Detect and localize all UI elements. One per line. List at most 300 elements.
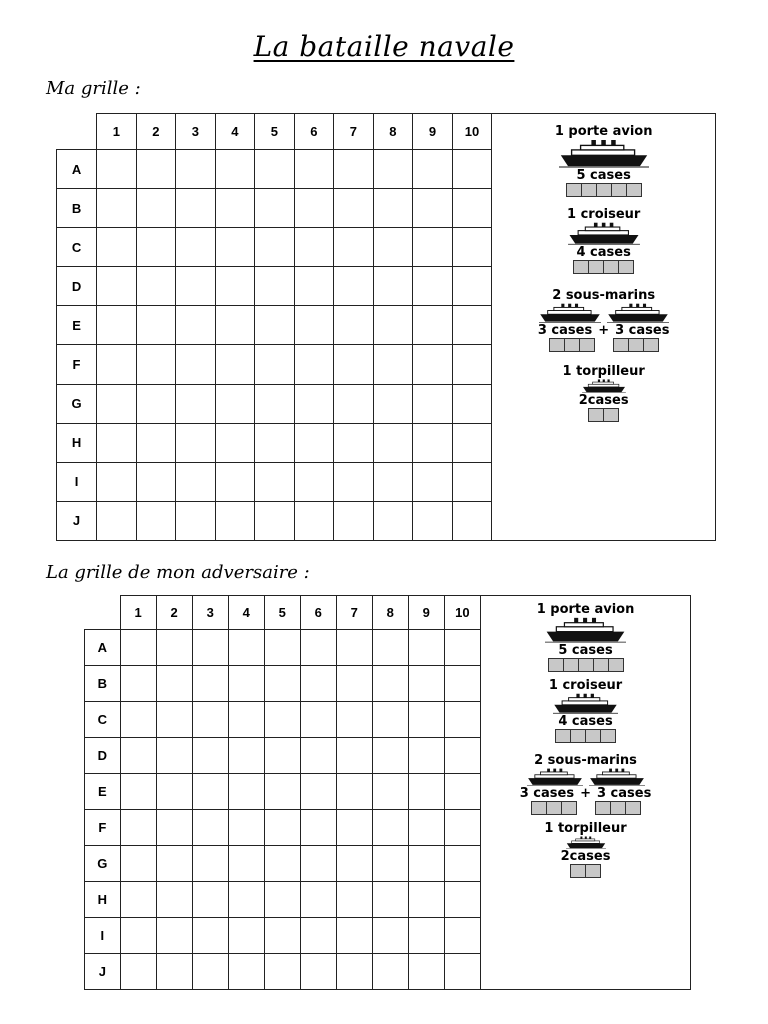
grid-cell[interactable]	[228, 702, 264, 738]
grid-cell[interactable]	[334, 345, 374, 384]
column-header: 2	[156, 596, 192, 630]
grid-cell[interactable]	[215, 501, 255, 540]
grid-cell[interactable]	[215, 150, 255, 189]
grid-cell[interactable]	[156, 738, 192, 774]
grid-cell[interactable]	[215, 228, 255, 267]
grid-cell[interactable]	[300, 738, 336, 774]
grid-cell[interactable]	[192, 918, 228, 954]
grid-cell[interactable]	[176, 345, 216, 384]
grid-cell[interactable]	[136, 306, 176, 345]
column-header: 3	[192, 596, 228, 630]
grid-cell[interactable]	[373, 501, 413, 540]
grid-cell[interactable]	[255, 462, 295, 501]
grid-cell[interactable]	[176, 462, 216, 501]
grid-cell[interactable]	[264, 630, 300, 666]
grid-cell[interactable]	[444, 954, 480, 990]
corner-cell	[85, 596, 121, 630]
grid-cell[interactable]	[156, 846, 192, 882]
grid-cell[interactable]	[372, 810, 408, 846]
grid-cell[interactable]	[334, 384, 374, 423]
grid-cell[interactable]	[156, 702, 192, 738]
ship-icon	[545, 617, 626, 643]
grid-cell[interactable]	[452, 384, 492, 423]
grid-cell[interactable]	[334, 501, 374, 540]
row-header: A	[85, 630, 121, 666]
grid-cell[interactable]	[120, 630, 156, 666]
grid-cell[interactable]	[373, 345, 413, 384]
grid-cell[interactable]	[176, 384, 216, 423]
grid-cell[interactable]	[156, 810, 192, 846]
grid-cell[interactable]	[408, 918, 444, 954]
ship-size-boxes	[549, 338, 595, 352]
grid-cell[interactable]	[373, 228, 413, 267]
row-header: J	[57, 501, 97, 540]
grid-cell[interactable]	[444, 702, 480, 738]
grid-cell[interactable]	[300, 702, 336, 738]
grid-cell[interactable]	[97, 150, 137, 189]
size-box	[570, 864, 586, 878]
size-box	[548, 658, 564, 672]
grid-cell[interactable]	[215, 189, 255, 228]
grid-cell[interactable]	[120, 738, 156, 774]
column-header: 4	[228, 596, 264, 630]
row-header: J	[85, 954, 121, 990]
grid-cell[interactable]	[413, 501, 453, 540]
cruiser-group	[567, 207, 640, 274]
size-box	[581, 183, 597, 197]
grid-cell[interactable]	[136, 423, 176, 462]
grid-cell[interactable]	[228, 810, 264, 846]
fleet-panel	[492, 114, 716, 541]
grid-cell[interactable]	[294, 267, 334, 306]
grid-cell[interactable]	[413, 462, 453, 501]
column-header: 7	[336, 596, 372, 630]
cruiser-size: 4 cases	[558, 714, 613, 729]
column-header: 5	[255, 114, 295, 150]
grid-cell[interactable]	[97, 306, 137, 345]
grid-cell[interactable]	[372, 774, 408, 810]
grid-cell[interactable]	[300, 630, 336, 666]
grid-cell[interactable]	[264, 666, 300, 702]
grid-cell[interactable]	[192, 666, 228, 702]
grid-cell[interactable]	[97, 501, 137, 540]
grid-cell[interactable]	[372, 918, 408, 954]
grid-cell[interactable]	[255, 267, 295, 306]
grid-cell[interactable]	[413, 345, 453, 384]
ship-icon	[566, 836, 606, 849]
row-header: D	[85, 738, 121, 774]
grid-cell[interactable]	[156, 882, 192, 918]
cruiser-name: 1 croiseur	[567, 207, 641, 222]
grid-cell[interactable]	[294, 306, 334, 345]
column-header: 5	[264, 596, 300, 630]
grid-cell[interactable]	[264, 954, 300, 990]
ship-icon	[553, 693, 618, 714]
grid-cell[interactable]	[334, 462, 374, 501]
grid-cell[interactable]	[444, 918, 480, 954]
grid-cell[interactable]	[300, 954, 336, 990]
grid-cell[interactable]	[452, 267, 492, 306]
grid-cell[interactable]	[373, 306, 413, 345]
grid-cell[interactable]	[294, 345, 334, 384]
grid-cell[interactable]	[294, 384, 334, 423]
grid-cell[interactable]	[300, 918, 336, 954]
size-box	[531, 801, 547, 815]
grid-cell[interactable]	[192, 810, 228, 846]
grid-cell[interactable]	[176, 423, 216, 462]
grid-cell[interactable]	[192, 702, 228, 738]
size-box	[588, 260, 604, 274]
grid-cell[interactable]	[444, 810, 480, 846]
ship-size-boxes	[555, 729, 616, 743]
grid-cell[interactable]	[413, 306, 453, 345]
ship-size-boxes	[548, 658, 624, 672]
ship-icon	[607, 303, 669, 323]
grid-cell[interactable]	[452, 345, 492, 384]
grid-cell[interactable]	[97, 462, 137, 501]
grid-cell[interactable]	[136, 501, 176, 540]
row-header: C	[57, 228, 97, 267]
grid-cell[interactable]	[413, 189, 453, 228]
grid-cell[interactable]	[192, 774, 228, 810]
submarines-name: 2 sous-marins	[552, 288, 656, 303]
grid-cell[interactable]	[192, 846, 228, 882]
column-header: 9	[408, 596, 444, 630]
grid-cell[interactable]	[336, 954, 372, 990]
grid-cell[interactable]	[334, 423, 374, 462]
grid-cell[interactable]	[192, 954, 228, 990]
grid-cell[interactable]	[413, 267, 453, 306]
grid-cell[interactable]	[228, 774, 264, 810]
grid-cell[interactable]	[156, 630, 192, 666]
grid-cell[interactable]	[444, 846, 480, 882]
grid-cell[interactable]	[120, 666, 156, 702]
grid-cell[interactable]	[120, 918, 156, 954]
grid-cell[interactable]	[120, 882, 156, 918]
grid-cell[interactable]	[300, 666, 336, 702]
grid-cell[interactable]	[444, 882, 480, 918]
grid-cell[interactable]	[264, 738, 300, 774]
grid-cell[interactable]	[136, 150, 176, 189]
submarines-group	[520, 753, 652, 815]
grid-cell[interactable]	[336, 630, 372, 666]
column-header: 8	[372, 596, 408, 630]
grid-cell[interactable]	[255, 306, 295, 345]
size-box	[570, 729, 586, 743]
grid-cell[interactable]	[97, 267, 137, 306]
grid-cell[interactable]	[300, 810, 336, 846]
row-header: I	[57, 462, 97, 501]
grid-cell[interactable]	[334, 150, 374, 189]
ship-icon	[527, 768, 583, 786]
grid-cell[interactable]	[408, 846, 444, 882]
grid-cell[interactable]	[300, 846, 336, 882]
size-box	[555, 729, 571, 743]
ship-size-boxes	[531, 801, 577, 815]
grid-cell[interactable]	[372, 666, 408, 702]
grid-cell[interactable]	[136, 462, 176, 501]
grid-cell[interactable]	[452, 228, 492, 267]
fleet-panel	[481, 596, 691, 990]
grid-cell[interactable]	[444, 630, 480, 666]
grid-cell[interactable]	[176, 267, 216, 306]
grid-cell[interactable]	[372, 954, 408, 990]
grid-cell[interactable]	[156, 918, 192, 954]
grid-cell[interactable]	[215, 345, 255, 384]
grid-cell[interactable]	[192, 882, 228, 918]
grid-cell[interactable]	[373, 462, 413, 501]
fleet-legend	[481, 596, 690, 878]
size-box	[611, 183, 627, 197]
submarine-a-size: 3 cases	[519, 786, 575, 801]
grid-cell[interactable]	[136, 267, 176, 306]
grid-cell[interactable]	[336, 918, 372, 954]
size-box	[549, 338, 565, 352]
row-header: H	[57, 423, 97, 462]
row-header: E	[57, 306, 97, 345]
size-box	[628, 338, 644, 352]
grid-cell[interactable]	[452, 462, 492, 501]
grid-cell[interactable]	[372, 882, 408, 918]
ship-size-boxes	[566, 183, 642, 197]
grid-cell[interactable]	[192, 738, 228, 774]
grid-cell[interactable]	[264, 774, 300, 810]
grid-cell[interactable]	[97, 189, 137, 228]
size-box	[608, 658, 624, 672]
column-header: 6	[300, 596, 336, 630]
column-header: 10	[444, 596, 480, 630]
grid-cell[interactable]	[192, 630, 228, 666]
destroyer-size: 2cases	[560, 849, 611, 864]
grid-cell[interactable]	[215, 423, 255, 462]
size-box	[585, 864, 601, 878]
grid-cell[interactable]	[255, 384, 295, 423]
grid-cell[interactable]	[408, 666, 444, 702]
opponent-grid	[84, 595, 691, 990]
grid-cell[interactable]	[264, 702, 300, 738]
grid-cell[interactable]	[444, 738, 480, 774]
grid-cell[interactable]	[300, 882, 336, 918]
grid-cell[interactable]	[176, 150, 216, 189]
grid-cell[interactable]	[373, 150, 413, 189]
grid-cell[interactable]	[97, 384, 137, 423]
column-header: 9	[413, 114, 453, 150]
grid-cell[interactable]	[228, 954, 264, 990]
destroyer-group	[544, 821, 626, 878]
size-box	[566, 183, 582, 197]
grid-cell[interactable]	[373, 189, 413, 228]
column-header: 1	[120, 596, 156, 630]
grid-cell[interactable]	[264, 882, 300, 918]
submarine-b-size: 3 cases	[596, 786, 652, 801]
size-box	[603, 260, 619, 274]
submarine-a-size: 3 cases	[537, 323, 593, 338]
grid-cell[interactable]	[372, 630, 408, 666]
ship-icon	[589, 768, 645, 786]
grid-cell[interactable]	[372, 702, 408, 738]
grid-cell[interactable]	[264, 846, 300, 882]
grid-cell[interactable]	[176, 306, 216, 345]
size-box	[563, 658, 579, 672]
grid-cell[interactable]	[264, 918, 300, 954]
row-header: A	[57, 150, 97, 189]
grid-cell[interactable]	[156, 666, 192, 702]
size-box	[600, 729, 616, 743]
grid-cell[interactable]	[408, 810, 444, 846]
grid-cell[interactable]	[408, 630, 444, 666]
grid-cell[interactable]	[336, 702, 372, 738]
grid-cell[interactable]	[97, 423, 137, 462]
grid-cell[interactable]	[336, 738, 372, 774]
size-box	[579, 338, 595, 352]
grid-cell[interactable]	[255, 423, 295, 462]
grid-cell[interactable]	[336, 666, 372, 702]
destroyer-name: 1 torpilleur	[544, 821, 627, 836]
column-header: 10	[452, 114, 492, 150]
grid-cell[interactable]	[294, 501, 334, 540]
grid-cell[interactable]	[228, 846, 264, 882]
grid-cell[interactable]	[373, 423, 413, 462]
grid-cell[interactable]	[136, 189, 176, 228]
grid-cell[interactable]	[97, 228, 137, 267]
grid-cell[interactable]	[300, 774, 336, 810]
grid-cell[interactable]	[228, 918, 264, 954]
grid-cell[interactable]	[120, 702, 156, 738]
grid-cell[interactable]	[215, 267, 255, 306]
grid-cell[interactable]	[136, 345, 176, 384]
size-box	[610, 801, 626, 815]
size-box	[573, 260, 589, 274]
grid-cell[interactable]	[408, 882, 444, 918]
size-box	[546, 801, 562, 815]
row-header: G	[57, 384, 97, 423]
ship-icon	[539, 303, 601, 323]
grid-cell[interactable]	[408, 738, 444, 774]
row-header: B	[57, 189, 97, 228]
row-header: B	[85, 666, 121, 702]
grid-cell[interactable]	[264, 810, 300, 846]
column-header: 1	[97, 114, 137, 150]
grid-cell[interactable]	[336, 810, 372, 846]
grid-cell[interactable]	[408, 702, 444, 738]
grid-cell[interactable]	[120, 810, 156, 846]
my-grid	[56, 113, 716, 541]
grid-cell[interactable]	[228, 738, 264, 774]
grid-cell[interactable]	[136, 384, 176, 423]
grid-cell[interactable]	[408, 774, 444, 810]
column-header: 7	[334, 114, 374, 150]
row-header: C	[85, 702, 121, 738]
grid-cell[interactable]	[294, 423, 334, 462]
grid-cell[interactable]	[215, 306, 255, 345]
cruiser-group	[549, 678, 622, 743]
grid-cell[interactable]	[176, 189, 216, 228]
grid-cell[interactable]	[176, 228, 216, 267]
grid-cell[interactable]	[372, 738, 408, 774]
grid-cell[interactable]	[452, 423, 492, 462]
grid-cell[interactable]	[156, 774, 192, 810]
size-box	[613, 338, 629, 352]
grid-cell[interactable]	[255, 345, 295, 384]
grid-cell[interactable]	[294, 150, 334, 189]
size-box	[561, 801, 577, 815]
grid-cell[interactable]	[215, 462, 255, 501]
grid-cell[interactable]	[255, 501, 295, 540]
grid-cell[interactable]	[336, 774, 372, 810]
grid-cell[interactable]	[452, 501, 492, 540]
grid-cell[interactable]	[372, 846, 408, 882]
grid-cell[interactable]	[334, 189, 374, 228]
size-box	[626, 183, 642, 197]
ship-size-boxes	[595, 801, 641, 815]
carrier-size: 5 cases	[558, 643, 613, 658]
carrier-size: 5 cases	[576, 168, 631, 183]
column-header: 3	[176, 114, 216, 150]
grid-cell[interactable]	[120, 846, 156, 882]
grid-cell[interactable]	[228, 666, 264, 702]
grid-cell[interactable]	[452, 150, 492, 189]
grid-cell[interactable]	[120, 774, 156, 810]
grid-cell[interactable]	[413, 150, 453, 189]
grid-cell[interactable]	[176, 501, 216, 540]
row-header: D	[57, 267, 97, 306]
grid-cell[interactable]	[413, 228, 453, 267]
grid-cell[interactable]	[408, 954, 444, 990]
carrier-group	[537, 602, 635, 672]
column-header: 2	[136, 114, 176, 150]
grid-cell[interactable]	[136, 228, 176, 267]
grid-cell[interactable]	[444, 666, 480, 702]
grid-cell[interactable]	[334, 306, 374, 345]
column-header: 6	[294, 114, 334, 150]
column-header: 4	[215, 114, 255, 150]
grid-cell[interactable]	[228, 882, 264, 918]
grid-cell[interactable]	[444, 774, 480, 810]
grid-cell[interactable]	[413, 423, 453, 462]
corner-cell	[57, 114, 97, 150]
grid-cell[interactable]	[156, 954, 192, 990]
grid-cell[interactable]	[334, 228, 374, 267]
size-box	[585, 729, 601, 743]
grid-cell[interactable]	[294, 228, 334, 267]
grid-cell[interactable]	[452, 189, 492, 228]
grid-cell[interactable]	[373, 267, 413, 306]
cruiser-name: 1 croiseur	[548, 678, 623, 693]
size-box	[618, 260, 634, 274]
grid-cell[interactable]	[255, 228, 295, 267]
grid-cell[interactable]	[336, 882, 372, 918]
grid-cell[interactable]	[334, 267, 374, 306]
grid-cell[interactable]	[228, 630, 264, 666]
cruiser-size: 4 cases	[576, 245, 631, 260]
grid-cell[interactable]	[255, 189, 295, 228]
ship-size-boxes	[613, 338, 659, 352]
grid-cell[interactable]	[413, 384, 453, 423]
grid-cell[interactable]	[215, 384, 255, 423]
grid-cell[interactable]	[120, 954, 156, 990]
grid-cell[interactable]	[255, 150, 295, 189]
grid-cell[interactable]	[336, 846, 372, 882]
size-box	[588, 408, 604, 422]
grid-cell[interactable]	[97, 345, 137, 384]
grid-cell[interactable]	[294, 189, 334, 228]
submarines-group	[538, 288, 670, 352]
page-title: La bataille navale	[253, 30, 515, 63]
grid-cell[interactable]	[373, 384, 413, 423]
grid-cell[interactable]	[452, 306, 492, 345]
carrier-name: 1 porte avion	[536, 602, 635, 617]
grid-cell[interactable]	[294, 462, 334, 501]
